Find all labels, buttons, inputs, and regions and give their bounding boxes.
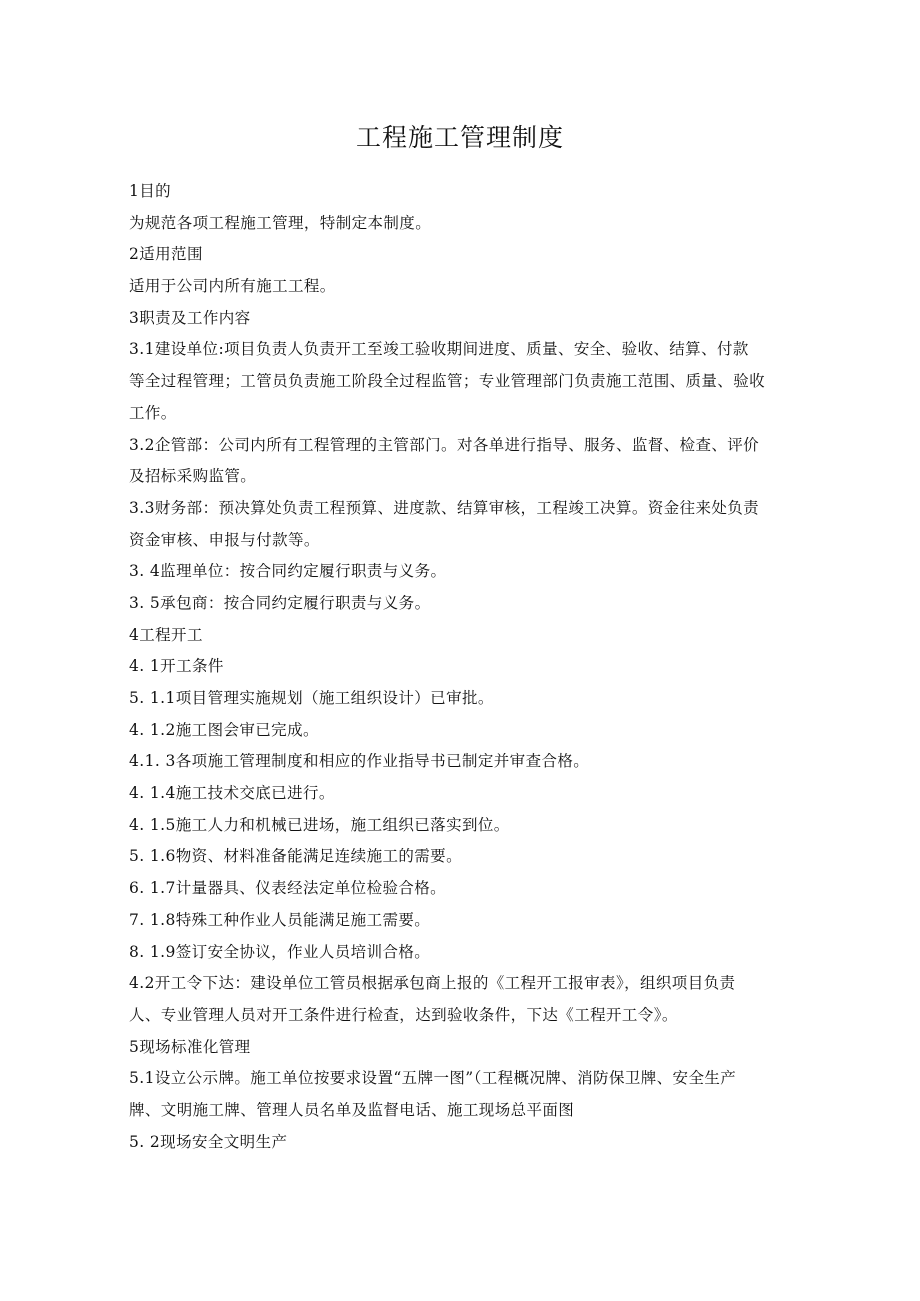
section-heading: 4工程开工 <box>129 625 203 644</box>
document-title: 工程施工管理制度 <box>355 123 564 152</box>
paragraph-line: 工作。 <box>129 403 177 422</box>
paragraph-line: 5.1设立公示牌。施工单位按要求设置“五牌一图”（工程概况牌、消防保卫牌、安全生产 <box>129 1069 737 1088</box>
section-heading: 3职责及工作内容 <box>129 308 251 327</box>
section-heading: 1目的 <box>129 182 172 200</box>
list-item: 8. 1.9签订安全协议，作业人员培训合格。 <box>129 942 431 961</box>
paragraph-line: 3.2企管部：公司内所有工程管理的主管部门。对各单进行指导、服务、监督、检查、评价 <box>129 435 760 454</box>
paragraph-line: 及招标采购监管。 <box>129 467 257 486</box>
list-item: 5. 1.6物资、材料准备能满足连续施工的需要。 <box>129 847 462 866</box>
section-heading: 5现场标准化管理 <box>129 1037 251 1056</box>
list-item: 4. 1.4施工技术交底已进行。 <box>129 784 335 803</box>
list-item: 4. 1.2施工图会审已完成。 <box>129 720 319 739</box>
list-item: 4. 1.5施工人力和机械已进场，施工组织已落实到位。 <box>129 815 510 834</box>
paragraph-line: 资金审核、申报与付款等。 <box>129 530 320 549</box>
paragraph-line: 3. 4监理单位：按合同约定履行职责与义务。 <box>129 562 447 581</box>
section-heading: 2适用范围 <box>129 245 203 264</box>
paragraph-line: 牌、文明施工牌、管理人员名单及监督电话、施工现场总平面图 <box>129 1100 575 1119</box>
list-item: 6. 1.7计量器具、仪表经法定单位检验合格。 <box>129 879 447 898</box>
paragraph-line: 3.1建设单位:项目负责人负责开工至竣工验收期间进度、质量、安全、验收、结算、付款 <box>129 340 749 359</box>
paragraph-line: 4.2开工令下达：建设单位工管员根据承包商上报的《工程开工报审表》，组织项目负责 <box>129 974 736 993</box>
list-item: 4.1. 3各项施工管理制度和相应的作业指导书已制定并审查合格。 <box>129 752 590 771</box>
paragraph-line: 为规范各项工程施工管理，特制定本制度。 <box>129 213 432 232</box>
paragraph-line: 人、专业管理人员对开工条件进行检查，达到验收条件，下达《工程开工令》。 <box>129 1005 678 1024</box>
paragraph-line: 3. 5承包商：按合同约定履行职责与义务。 <box>129 593 431 612</box>
document-body <box>129 176 809 1158</box>
subsection-heading: 4. 1开工条件 <box>129 657 224 676</box>
list-item: 5. 1.1项目管理实施规划（施工组织设计）已审批。 <box>129 689 494 707</box>
paragraph-line: 适用于公司内所有施工工程。 <box>129 277 336 296</box>
subsection-heading: 5. 2现场安全文明生产 <box>129 1132 288 1151</box>
paragraph-line: 3.3财务部：预决算处负责工程预算、进度款、结算审核，工程竣工决算。资金往来处负责 <box>129 498 760 517</box>
list-item: 7. 1.8特殊工种作业人员能满足施工需要。 <box>129 910 431 929</box>
paragraph-line: 等全过程管理；工管员负责施工阶段全过程监管；专业管理部门负责施工范围、质量、验收 <box>129 372 766 391</box>
